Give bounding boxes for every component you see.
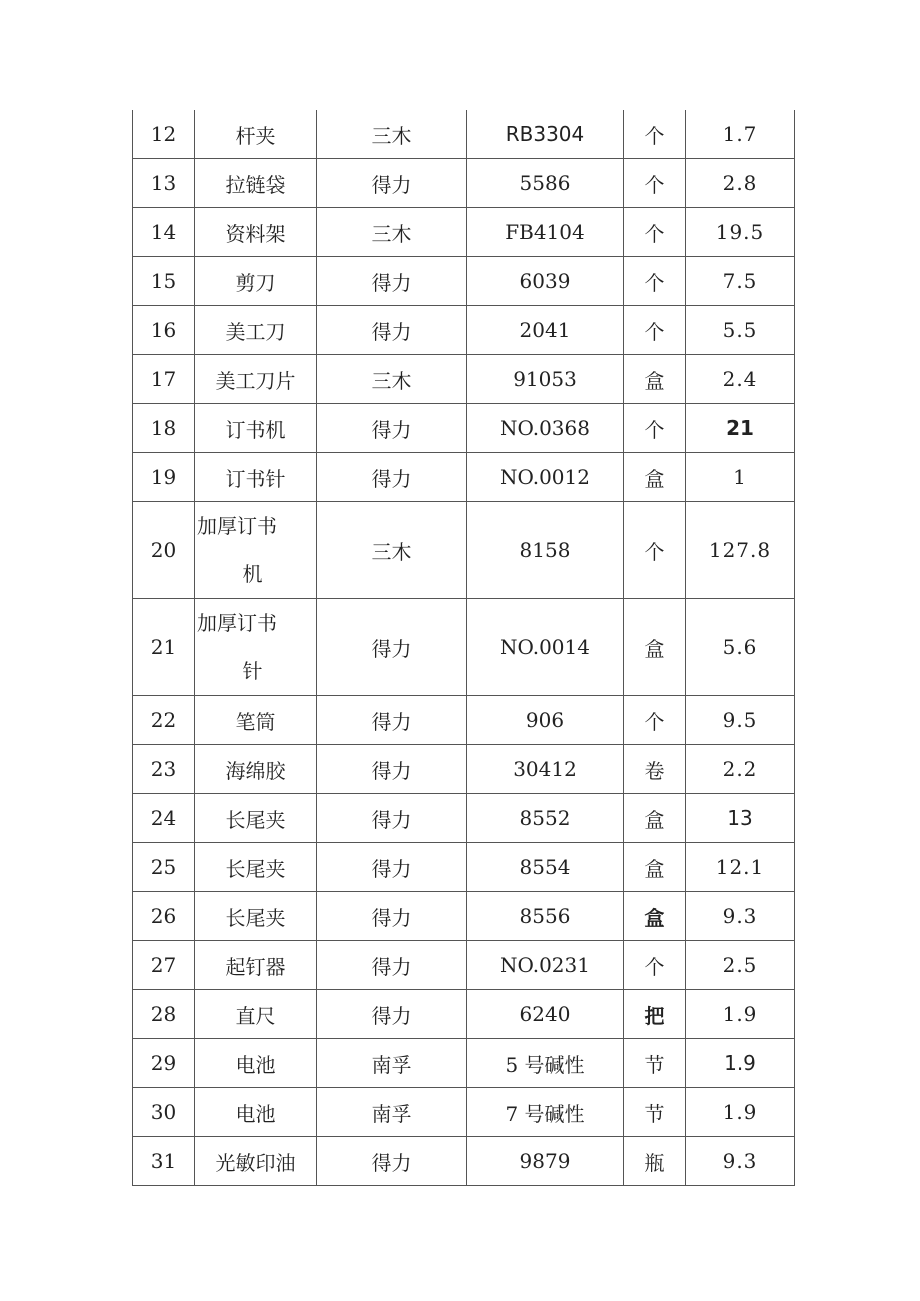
item-brand: 得力 (317, 990, 467, 1039)
item-price: 9.5 (686, 696, 795, 745)
item-number: 27 (133, 941, 195, 990)
item-name: 长尾夹 (195, 892, 317, 941)
item-model: RB3304 (467, 110, 624, 159)
table-row (133, 892, 795, 941)
item-brand: 三木 (317, 355, 467, 404)
item-model: 8556 (467, 892, 624, 941)
item-model: FB4104 (467, 208, 624, 257)
item-brand: 得力 (317, 257, 467, 306)
item-name: 电池 (195, 1039, 317, 1088)
item-model: NO.0368 (467, 404, 624, 453)
table-row (133, 453, 795, 502)
item-unit: 盒 (624, 599, 686, 696)
item-model: NO.0014 (467, 599, 624, 696)
item-model: 6240 (467, 990, 624, 1039)
item-name-line1: 加厚订书 (197, 514, 277, 538)
item-name: 长尾夹 (195, 843, 317, 892)
table-row (133, 843, 795, 892)
item-unit: 瓶 (624, 1137, 686, 1186)
item-brand: 得力 (317, 941, 467, 990)
table-row (133, 1088, 795, 1137)
item-model: 8158 (467, 502, 624, 599)
item-unit: 个 (624, 110, 686, 159)
item-unit: 个 (624, 404, 686, 453)
item-number: 19 (133, 453, 195, 502)
item-model: 8552 (467, 794, 624, 843)
item-model: 5 号碱性 (467, 1039, 624, 1088)
item-unit: 个 (624, 306, 686, 355)
item-price: 7.5 (686, 257, 795, 306)
item-model: 906 (467, 696, 624, 745)
item-price: 12.1 (686, 843, 795, 892)
item-unit: 节 (624, 1088, 686, 1137)
table-row (133, 306, 795, 355)
item-name: 美工刀片 (195, 355, 317, 404)
item-unit: 个 (624, 502, 686, 599)
table-row (133, 404, 795, 453)
item-price: 5.5 (686, 306, 795, 355)
item-brand: 得力 (317, 159, 467, 208)
item-brand: 三木 (317, 110, 467, 159)
item-price: 13 (686, 794, 795, 843)
item-unit: 个 (624, 257, 686, 306)
item-unit: 把 (624, 990, 686, 1039)
item-brand: 得力 (317, 892, 467, 941)
item-name: 直尺 (195, 990, 317, 1039)
item-model: 7 号碱性 (467, 1088, 624, 1137)
item-name: 光敏印油 (195, 1137, 317, 1186)
table-row (133, 110, 795, 159)
item-unit: 盒 (624, 794, 686, 843)
item-price: 2.8 (686, 159, 795, 208)
item-name: 订书针 (195, 453, 317, 502)
item-price: 1.9 (686, 990, 795, 1039)
item-number: 29 (133, 1039, 195, 1088)
item-model: 5586 (467, 159, 624, 208)
item-name-line1: 加厚订书 (197, 611, 277, 635)
item-number: 23 (133, 745, 195, 794)
item-brand: 得力 (317, 843, 467, 892)
item-number: 17 (133, 355, 195, 404)
item-number: 13 (133, 159, 195, 208)
item-price: 1.7 (686, 110, 795, 159)
item-name: 剪刀 (195, 257, 317, 306)
item-unit: 卷 (624, 745, 686, 794)
item-model: NO.0231 (467, 941, 624, 990)
item-unit: 个 (624, 208, 686, 257)
item-price: 9.3 (686, 1137, 795, 1186)
item-name: 笔筒 (195, 696, 317, 745)
table-row (133, 502, 795, 599)
item-price: 1.9 (686, 1088, 795, 1137)
table-row (133, 745, 795, 794)
item-model: 9879 (467, 1137, 624, 1186)
item-brand: 南孚 (317, 1088, 467, 1137)
item-number: 20 (133, 502, 195, 599)
item-model: 6039 (467, 257, 624, 306)
item-number: 25 (133, 843, 195, 892)
item-number: 18 (133, 404, 195, 453)
item-unit: 盒 (624, 453, 686, 502)
item-unit: 盒 (624, 843, 686, 892)
item-name: 杆夹 (195, 110, 317, 159)
item-number: 21 (133, 599, 195, 696)
table-row (133, 599, 795, 696)
item-number: 22 (133, 696, 195, 745)
item-brand: 三木 (317, 502, 467, 599)
item-price: 1.9 (686, 1039, 795, 1088)
item-number: 26 (133, 892, 195, 941)
item-unit: 个 (624, 159, 686, 208)
item-unit: 个 (624, 696, 686, 745)
item-name (195, 599, 317, 696)
item-brand: 南孚 (317, 1039, 467, 1088)
item-price: 2.4 (686, 355, 795, 404)
table-row (133, 1039, 795, 1088)
item-price: 1 (686, 453, 795, 502)
item-brand: 得力 (317, 794, 467, 843)
item-unit: 盒 (624, 355, 686, 404)
item-name: 起钉器 (195, 941, 317, 990)
table-row (133, 941, 795, 990)
table-row (133, 696, 795, 745)
item-brand: 得力 (317, 404, 467, 453)
item-price: 127.8 (686, 502, 795, 599)
item-brand: 得力 (317, 1137, 467, 1186)
item-unit: 盒 (624, 892, 686, 941)
item-number: 14 (133, 208, 195, 257)
item-model: 30412 (467, 745, 624, 794)
item-price: 19.5 (686, 208, 795, 257)
table-row (133, 794, 795, 843)
item-brand: 得力 (317, 306, 467, 355)
item-number: 12 (133, 110, 195, 159)
item-unit: 个 (624, 941, 686, 990)
item-name (195, 502, 317, 599)
item-number: 15 (133, 257, 195, 306)
item-name: 订书机 (195, 404, 317, 453)
item-brand: 得力 (317, 599, 467, 696)
item-brand: 得力 (317, 696, 467, 745)
table-row (133, 990, 795, 1039)
item-unit: 节 (624, 1039, 686, 1088)
item-model: NO.0012 (467, 453, 624, 502)
table-row (133, 355, 795, 404)
item-model: 91053 (467, 355, 624, 404)
supplies-table (132, 110, 795, 1186)
item-price: 2.5 (686, 941, 795, 990)
item-price: 5.6 (686, 599, 795, 696)
table-row (133, 208, 795, 257)
item-number: 28 (133, 990, 195, 1039)
table-row (133, 159, 795, 208)
item-price: 2.2 (686, 745, 795, 794)
item-model: 2041 (467, 306, 624, 355)
item-name: 电池 (195, 1088, 317, 1137)
item-brand: 得力 (317, 453, 467, 502)
item-model: 8554 (467, 843, 624, 892)
item-brand: 得力 (317, 745, 467, 794)
item-name: 美工刀 (195, 306, 317, 355)
item-name: 海绵胶 (195, 745, 317, 794)
item-number: 31 (133, 1137, 195, 1186)
item-name: 拉链袋 (195, 159, 317, 208)
item-name-line2: 机 (242, 562, 263, 586)
item-name: 资料架 (195, 208, 317, 257)
item-name: 长尾夹 (195, 794, 317, 843)
item-brand: 三木 (317, 208, 467, 257)
item-price: 21 (686, 404, 795, 453)
item-number: 30 (133, 1088, 195, 1137)
item-name-line2: 针 (242, 659, 263, 683)
table-row (133, 257, 795, 306)
item-number: 24 (133, 794, 195, 843)
table-row (133, 1137, 795, 1186)
item-price: 9.3 (686, 892, 795, 941)
item-number: 16 (133, 306, 195, 355)
